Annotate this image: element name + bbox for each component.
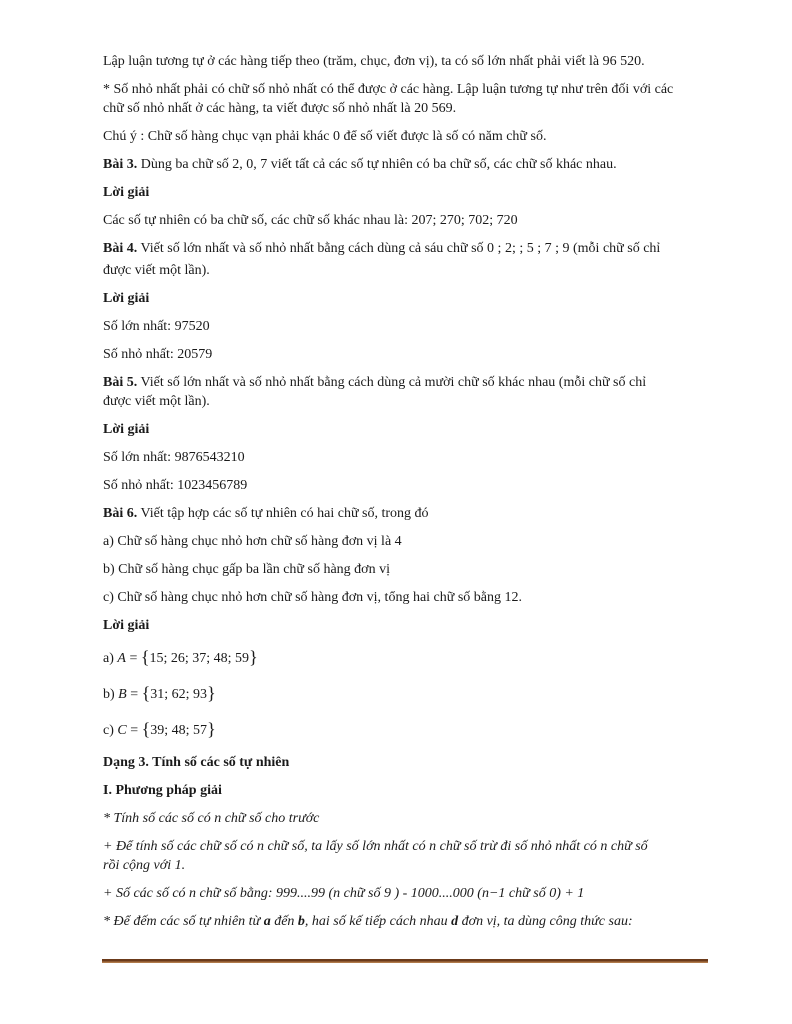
document-body (103, 52, 705, 931)
set-values: 39; 48; 57 (150, 723, 208, 738)
solution-heading: Lời giải (103, 291, 150, 306)
method-point: * Tính số các số có n chữ số cho trước (103, 811, 320, 826)
item-label: c) (103, 723, 118, 738)
paragraph: được viết một lần). (103, 394, 210, 409)
formula: + Số các số có n chữ số bằng: 999....99 (n chữ số 9 ) - 1000....000 (n−1 chữ số 0) + 1 (103, 886, 585, 901)
close-brace: } (249, 647, 258, 667)
paragraph: * Số nhỏ nhất phải có chữ số nhỏ nhất có thể được ở các hàng. Lập luận tương tự như trên đối với các (103, 82, 674, 97)
set-c (103, 720, 705, 740)
exercise-5 (103, 373, 705, 392)
exercise-label: Bài 4. (103, 241, 138, 256)
footer-rule (102, 959, 708, 963)
paragraph: được viết một lần). (103, 263, 210, 278)
exercise-label: Bài 3. (103, 157, 138, 172)
solution-heading: Lời giải (103, 185, 150, 200)
paragraph: Số nhỏ nhất: 1023456789 (103, 478, 248, 493)
set-name: C (117, 723, 127, 738)
item-label: a) (103, 651, 118, 666)
text: đến (270, 914, 298, 929)
exercise-text: Viết tập hợp các số tự nhiên có hai chữ số, trong đó (137, 506, 429, 521)
var-d: d (451, 914, 459, 929)
equals-sign: = (126, 723, 142, 738)
solution-heading: Lời giải (103, 618, 150, 633)
equals-sign: = (126, 687, 142, 702)
var-a: a (263, 914, 271, 929)
open-brace: { (140, 647, 150, 667)
text: * Để đếm các số tự nhiên từ (103, 914, 264, 929)
set-values: 31; 62; 93 (150, 687, 208, 702)
exercise-text: Viết số lớn nhất và số nhỏ nhất bằng cách dùng cả sáu chữ số 0 ; 2; ; 5 ; 7 ; 9 (mỗi chữ số chỉ (137, 241, 661, 256)
paragraph: b) Chữ số hàng chục gấp ba lần chữ số hàng đơn vị (103, 562, 390, 577)
exercise-label: Bài 5. (103, 375, 138, 390)
set-name: B (118, 687, 127, 702)
method-point: + Để tính số các chữ số có n chữ số, ta lấy số lớn nhất có n chữ số trừ đi số nhỏ nhất có n chữ số (103, 839, 648, 854)
paragraph: Số nhỏ nhất: 20579 (103, 347, 213, 362)
note: Chú ý : Chữ số hàng chục vạn phải khác 0 để số viết được là số có năm chữ số. (103, 129, 547, 144)
paragraph: chữ số nhỏ nhất ở các hàng, ta viết được số nhỏ nhất là 20 569. (103, 101, 457, 116)
paragraph: a) Chữ số hàng chục nhỏ hơn chữ số hàng đơn vị là 4 (103, 534, 402, 549)
equals-sign: = (125, 651, 141, 666)
var-b: b (297, 914, 305, 929)
paragraph: Số lớn nhất: 9876543210 (103, 450, 245, 465)
text: , hai số kế tiếp cách nhau (304, 914, 452, 929)
close-brace: } (207, 683, 216, 703)
exercise-label: Bài 6. (103, 506, 138, 521)
paragraph: Các số tự nhiên có ba chữ số, các chữ số khác nhau là: 207; 270; 702; 720 (103, 213, 518, 228)
subsection-heading: I. Phương pháp giải (103, 783, 222, 798)
method-point (103, 912, 705, 931)
exercise-4 (103, 239, 705, 258)
set-b (103, 684, 705, 704)
text: đơn vị, ta dùng công thức sau: (458, 914, 633, 929)
set-values: 15; 26; 37; 48; 59 (149, 651, 250, 666)
exercise-6 (103, 504, 705, 523)
section-heading: Dạng 3. Tính số các số tự nhiên (103, 755, 290, 770)
method-point: rồi cộng với 1. (103, 858, 186, 873)
paragraph: Lập luận tương tự ở các hàng tiếp theo (trăm, chục, đơn vị), ta có số lớn nhất phải viết là 96 520. (103, 54, 645, 69)
exercise-3 (103, 155, 705, 174)
exercise-text: Dùng ba chữ số 2, 0, 7 viết tất cả các số tự nhiên có ba chữ số, các chữ số khác nhau. (137, 157, 617, 172)
set-name: A (117, 651, 126, 666)
paragraph: Số lớn nhất: 97520 (103, 319, 210, 334)
paragraph: c) Chữ số hàng chục nhỏ hơn chữ số hàng đơn vị, tổng hai chữ số bằng 12. (103, 590, 523, 605)
open-brace: { (141, 719, 151, 739)
exercise-text: Viết số lớn nhất và số nhỏ nhất bằng cách dùng cả mười chữ số khác nhau (mỗi chữ số chỉ (137, 375, 647, 390)
solution-heading: Lời giải (103, 422, 150, 437)
close-brace: } (207, 719, 216, 739)
set-a (103, 648, 705, 668)
item-label: b) (103, 687, 119, 702)
open-brace: { (141, 683, 151, 703)
